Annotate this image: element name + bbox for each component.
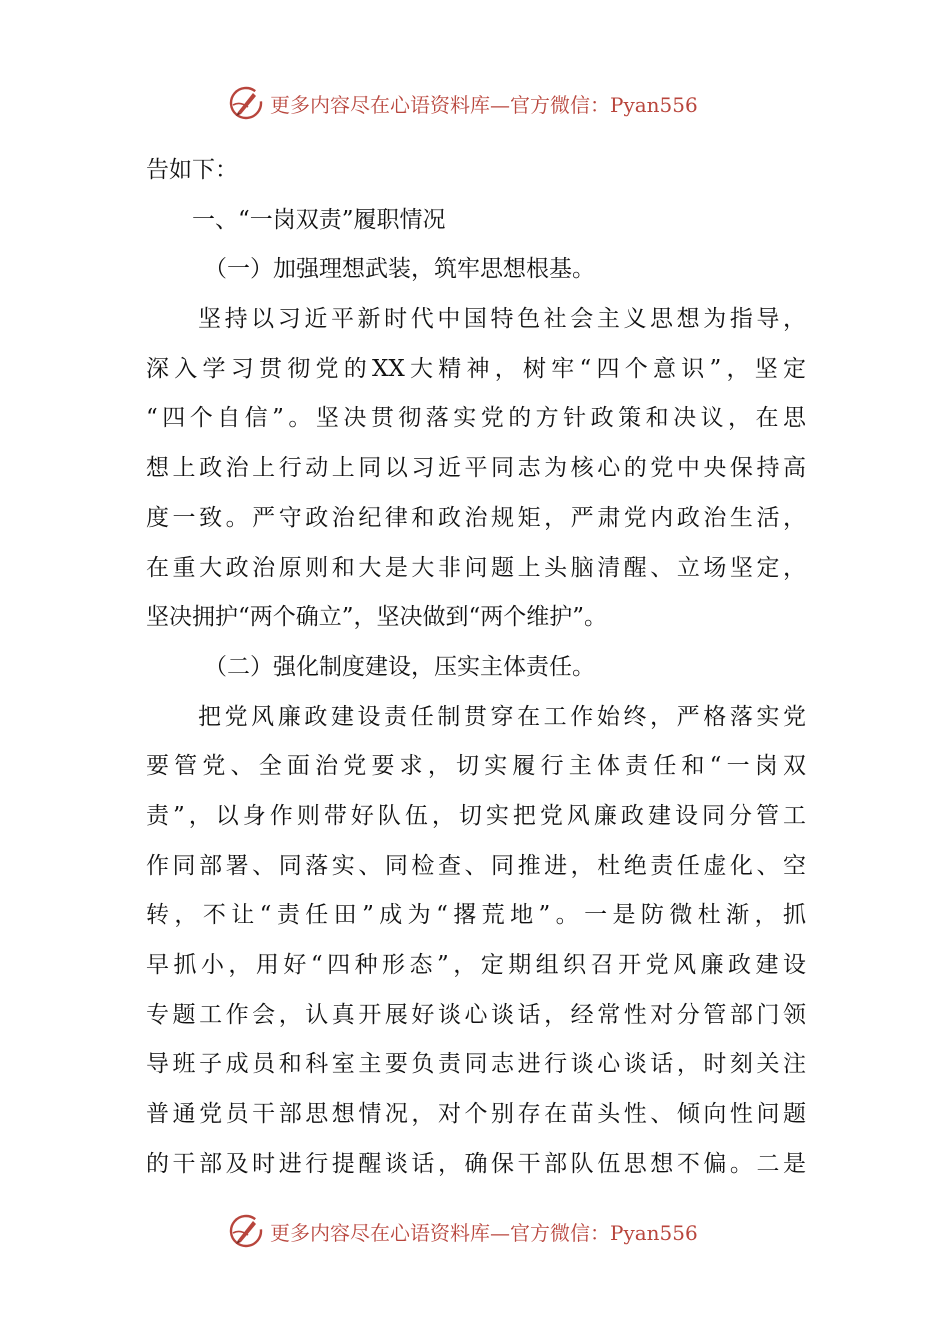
text-line: 坚决拥护“两个确立”，坚决做到“两个维护”。	[146, 604, 608, 631]
text-line: 的干部及时进行提醒谈话，确保干部队伍思想不偏。二是	[146, 1150, 806, 1177]
watermark-banner-bottom	[226, 1211, 746, 1251]
section-heading: （一）加强理想武装，筑牢思想根基。	[204, 256, 595, 283]
pen-circle-logo-icon	[226, 1211, 266, 1251]
text-line: 坚持以习近平新时代中国特色社会主义思想为指导，	[198, 306, 806, 333]
text-line: 早抓小，用好“四种形态”，定期组织召开党风廉政建设	[146, 952, 806, 978]
pen-circle-logo-icon	[226, 83, 266, 123]
text-line: 度一致。严守政治纪律和政治规矩，严肃党内政治生活，	[146, 504, 806, 531]
text-line: 在重大政治原则和大是大非问题上头脑清醒、立场坚定，	[146, 554, 806, 581]
text-line: 转，不让“责任田”成为“撂荒地”。一是防微杜渐，抓	[146, 902, 806, 929]
watermark-text: 更多内容尽在心语资料库—官方微信：Pyan556	[270, 1220, 698, 1245]
text-line: 想上政治上行动上同以习近平同志为核心的党中央保持高	[146, 455, 806, 482]
text-line: 把党风廉政建设责任制贯穿在工作始终，严格落实党	[198, 703, 806, 730]
text-line: 作同部署、同落实、同检查、同推进，杜绝责任虚化、空	[146, 852, 806, 879]
watermark-text: 更多内容尽在心语资料库—官方微信：Pyan556	[270, 92, 698, 117]
text-line: “四个自信”。坚决贯彻落实党的方针政策和决议，在思	[146, 405, 806, 432]
text-line: 导班子成员和科室主要负责同志进行谈心谈话，时刻关注	[146, 1051, 806, 1078]
text-line: 深入学习贯彻党的XX大精神，树牢“四个意识”，坚定	[146, 355, 806, 382]
text-line: 告如下：	[146, 157, 238, 183]
text-line: 专题工作会，认真开展好谈心谈话，经常性对分管部门领	[146, 1001, 806, 1028]
text-line: 普通党员干部思想情况，对个别存在苗头性、倾向性问题	[146, 1101, 806, 1128]
text-line: 责”，以身作则带好队伍，切实把党风廉政建设同分管工	[146, 802, 806, 829]
watermark-banner-top	[226, 83, 746, 123]
document-body	[146, 146, 806, 1189]
section-heading: 一、“一岗双责”履职情况	[192, 206, 446, 233]
section-heading: （二）强化制度建设，压实主体责任。	[204, 653, 595, 680]
text-line: 要管党、全面治党要求，切实履行主体责任和“一岗双	[146, 753, 806, 780]
